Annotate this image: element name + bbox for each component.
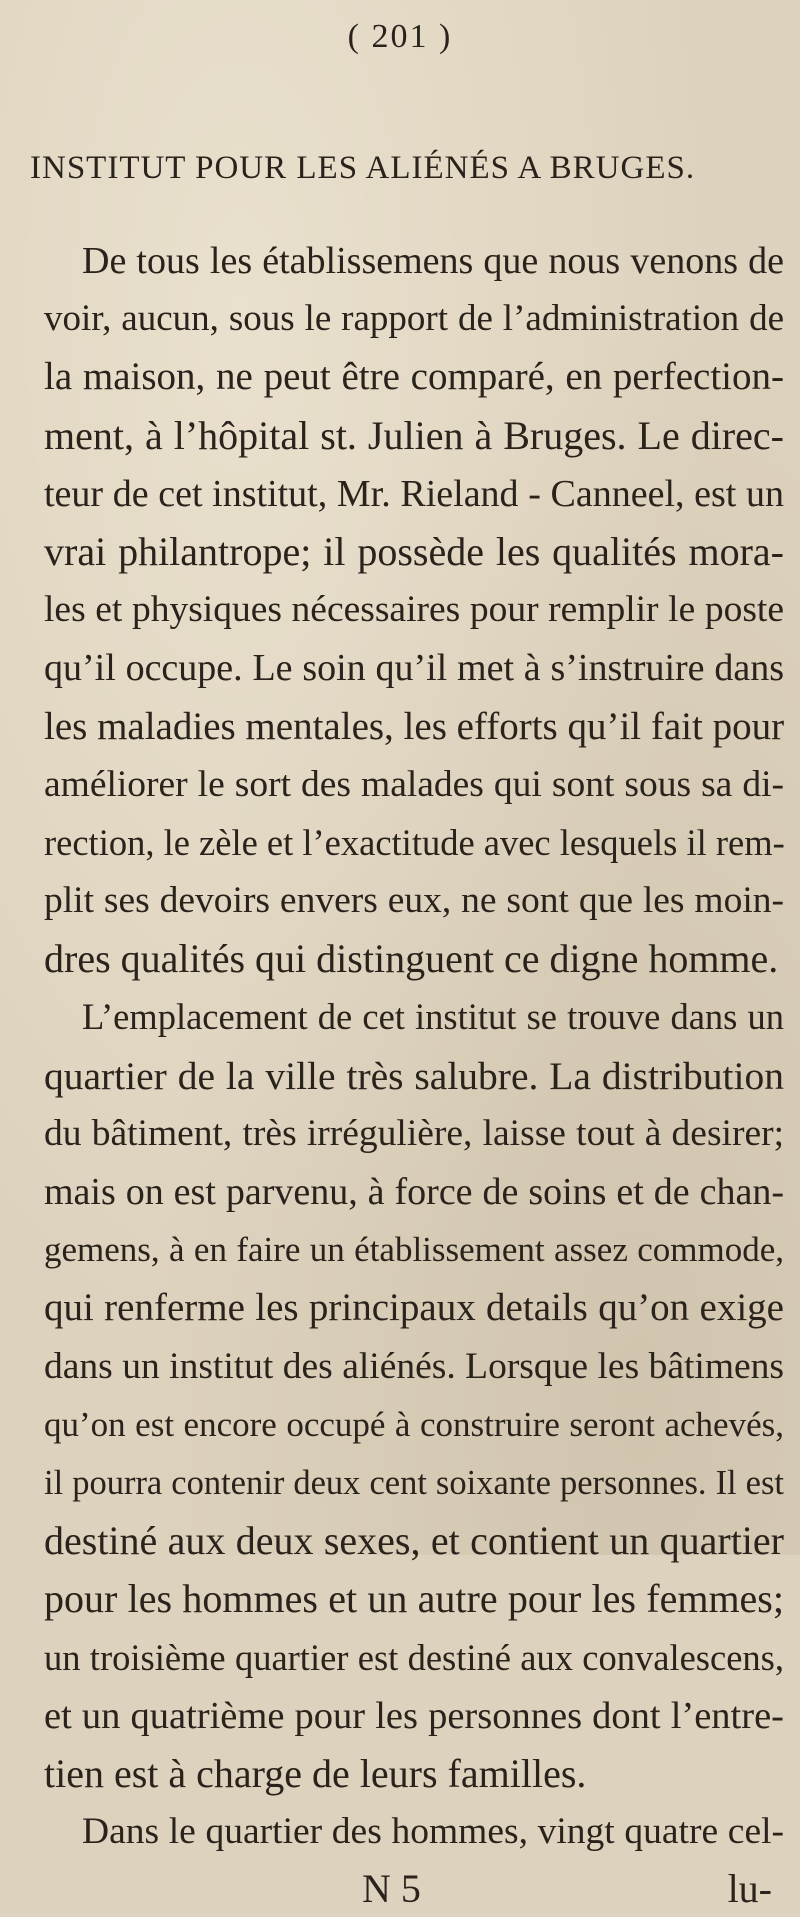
- text-line: L’emplacement de cet institut se trouve dans un: [82, 996, 784, 1038]
- text-line: gemens, à en faire un établissement assez commode,: [44, 1230, 784, 1270]
- page-number: ( 201 ): [347, 18, 453, 55]
- body-text: [44, 232, 784, 1917]
- text-line: et un quatrième pour les personnes dont l’entre-: [44, 1694, 784, 1737]
- text-line: il pourra contenir deux cent soixante personnes. Il est: [44, 1463, 784, 1502]
- page-footer: [44, 1861, 784, 1917]
- text-line: destiné aux deux sexes, et contient un quartier: [44, 1518, 784, 1564]
- text-line: qui renferme les principaux details qu’on exige: [44, 1286, 784, 1330]
- text-line: les et physiques nécessaires pour remplir le poste: [44, 589, 784, 631]
- text-line: De tous les établissemens que nous venons de: [82, 240, 784, 282]
- text-line: du bâtiment, très irrégulière, laisse tout à desirer;: [44, 1112, 784, 1154]
- text-line: qu’on est encore occupé à construire seront achevés,: [44, 1404, 784, 1444]
- text-line: qu’il occupe. Le soin qu’il met à s’instruire dans: [44, 647, 784, 690]
- text-line: un troisième quartier est destiné aux convalescens,: [44, 1636, 784, 1678]
- catchword: lu-: [727, 1866, 772, 1912]
- text-line: plit ses devoirs envers eux, ne sont que les moin-: [44, 880, 784, 922]
- signature-mark: N 5: [362, 1866, 421, 1912]
- text-line: tien est à charge de leurs familles.: [44, 1750, 587, 1796]
- text-line: dres qualités qui distinguent ce digne homme.: [44, 936, 779, 982]
- text-line: vrai philantrope; il possède les qualités mora-: [44, 528, 784, 574]
- text-line: la maison, ne peut être comparé, en perfection-: [44, 355, 784, 399]
- text-line: mais on est parvenu, à force de soins et de chan-: [44, 1171, 784, 1213]
- section-heading: INSTITUT POUR LES ALIÉNÉS A BRUGES.: [30, 150, 696, 186]
- text-line: Dans le quartier des hommes, vingt quatre cel-: [82, 1811, 784, 1853]
- text-line: pour les hommes et un autre pour les femmes;: [44, 1576, 784, 1622]
- text-line: les maladies mentales, les efforts qu’il fait pour: [44, 704, 785, 748]
- text-line: ment, à l’hôpital st. Julien à Bruges. Le direc-: [44, 412, 784, 458]
- text-line: dans un institut des aliénés. Lorsque les bâtimens: [44, 1345, 784, 1387]
- text-line: voir, aucun, sous le rapport de l’administration de: [44, 298, 784, 340]
- text-line: rection, le zèle et l’exactitude avec lesquels il rem-: [44, 821, 785, 863]
- text-line: améliorer le sort des malades qui sont sous sa di-: [44, 763, 784, 805]
- text-line: teur de cet institut, Mr. Rieland - Canneel, est un: [44, 472, 784, 515]
- text-line: quartier de la ville très salubre. La distribution: [44, 1053, 784, 1098]
